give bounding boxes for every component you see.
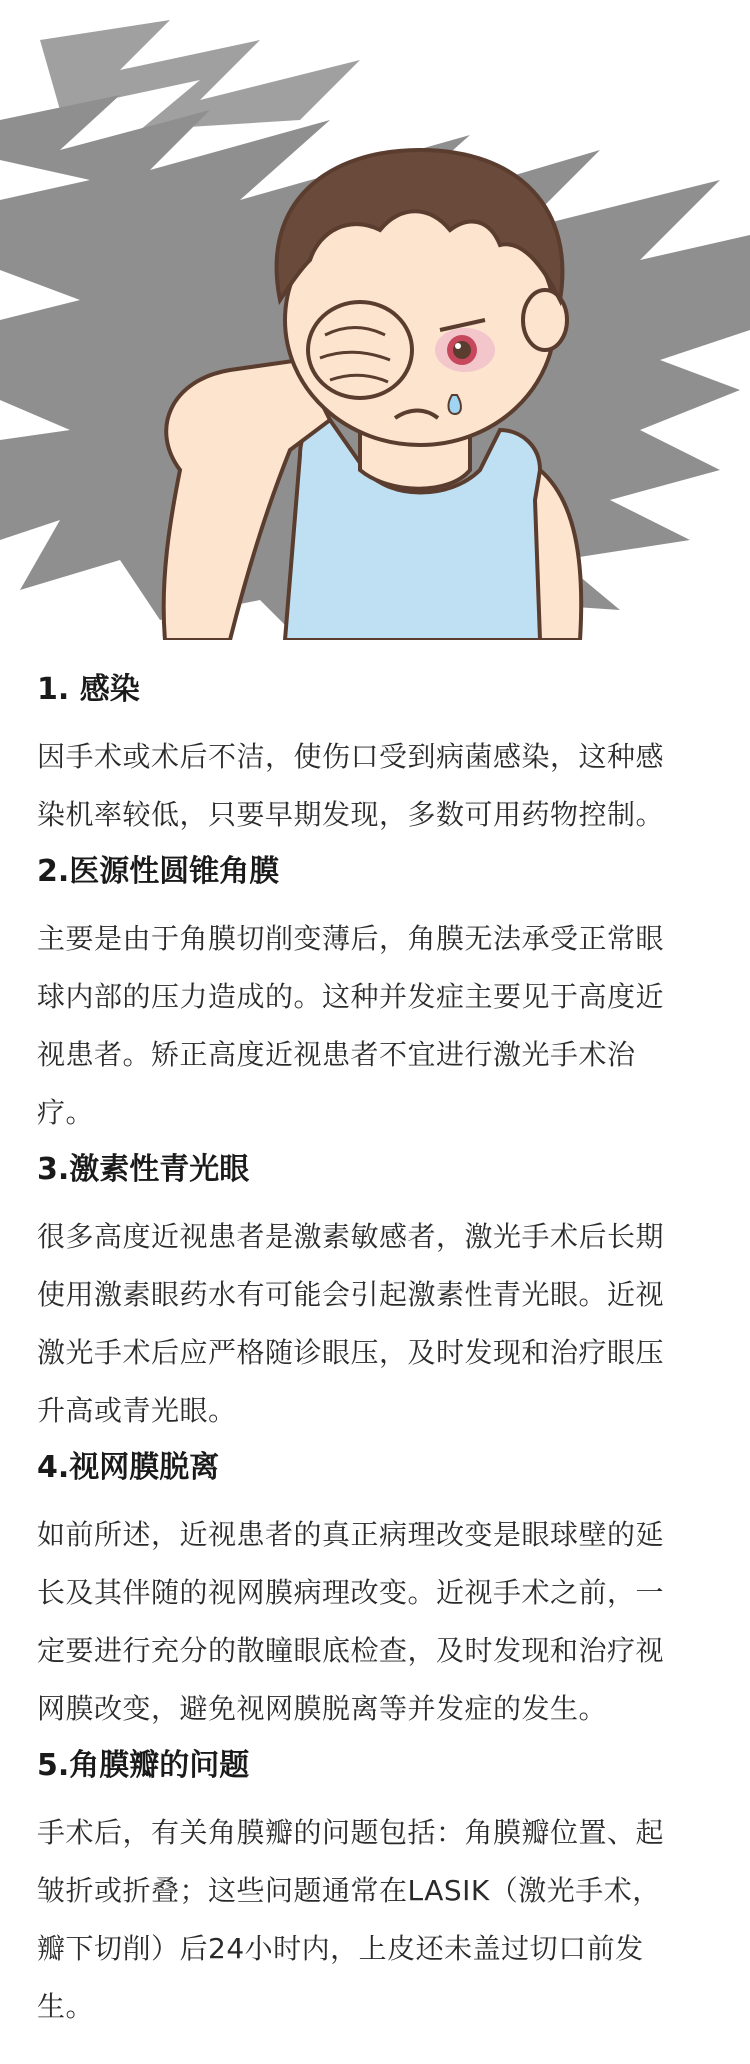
paragraph-line: 皱折或折叠；这些问题通常在LASIK（激光手术，: [37, 1874, 661, 1907]
paragraph-line: 如前所述，近视患者的真正病理改变是眼球壁的延: [37, 1518, 665, 1551]
paragraph-line: 球内部的压力造成的。这种并发症主要见于高度近: [37, 980, 665, 1013]
paragraph-line: 染机率较低，只要早期发现，多数可用药物控制。: [37, 798, 665, 831]
paragraph-line: 升高或青光眼。: [37, 1394, 237, 1427]
illustration: [0, 0, 750, 640]
section-paragraph: [37, 1208, 717, 1440]
paragraph-line: 网膜改变，避免视网膜脱离等并发症的发生。: [37, 1692, 608, 1725]
section-infection: [37, 670, 717, 844]
paragraph-line: 使用激素眼药水有可能会引起激素性青光眼。近视: [37, 1278, 665, 1311]
paragraph-line: 因手术或术后不洁，使伤口受到病菌感染，这种感: [37, 740, 665, 773]
section-heading: 5.角膜瓣的问题: [37, 1748, 250, 1783]
section-paragraph: [37, 910, 717, 1142]
paragraph-line: 生。: [37, 1990, 95, 2023]
paragraph-line: 激光手术后应严格随诊眼压，及时发现和治疗眼压: [37, 1336, 665, 1369]
paragraph-line: 瓣下切削）后24小时内，上皮还未盖过切口前发: [37, 1932, 644, 1965]
paragraph-line: 长及其伴随的视网膜病理改变。近视手术之前，一: [37, 1576, 665, 1609]
section-corneal-flap: [37, 1746, 717, 2036]
paragraph-line: 手术后，有关角膜瓣的问题包括：角膜瓣位置、起: [37, 1816, 665, 1849]
paragraph-line: 很多高度近视患者是激素敏感者，激光手术后长期: [37, 1220, 665, 1253]
crying-child-rubbing-eye-icon: [0, 0, 750, 640]
section-heading: 1. 感染: [37, 672, 140, 707]
paragraph-line: 视患者。矫正高度近视患者不宜进行激光手术治: [37, 1038, 636, 1071]
section-heading: 2.医源性圆锥角膜: [37, 854, 280, 889]
section-heading: 4.视网膜脱离: [37, 1450, 220, 1485]
paragraph-line: 定要进行充分的散瞳眼底检查，及时发现和治疗视: [37, 1634, 665, 1667]
section-retinal-detachment: [37, 1448, 717, 1738]
section-glaucoma: [37, 1150, 717, 1440]
section-paragraph: [37, 1804, 717, 2036]
paragraph-line: 疗。: [37, 1096, 95, 1129]
section-heading: 3.激素性青光眼: [37, 1152, 250, 1187]
section-paragraph: [37, 1506, 717, 1738]
section-paragraph: [37, 728, 717, 844]
paragraph-line: 主要是由于角膜切削变薄后，角膜无法承受正常眼: [37, 922, 665, 955]
section-keratoconus: [37, 852, 717, 1142]
article-body: [37, 670, 717, 2042]
